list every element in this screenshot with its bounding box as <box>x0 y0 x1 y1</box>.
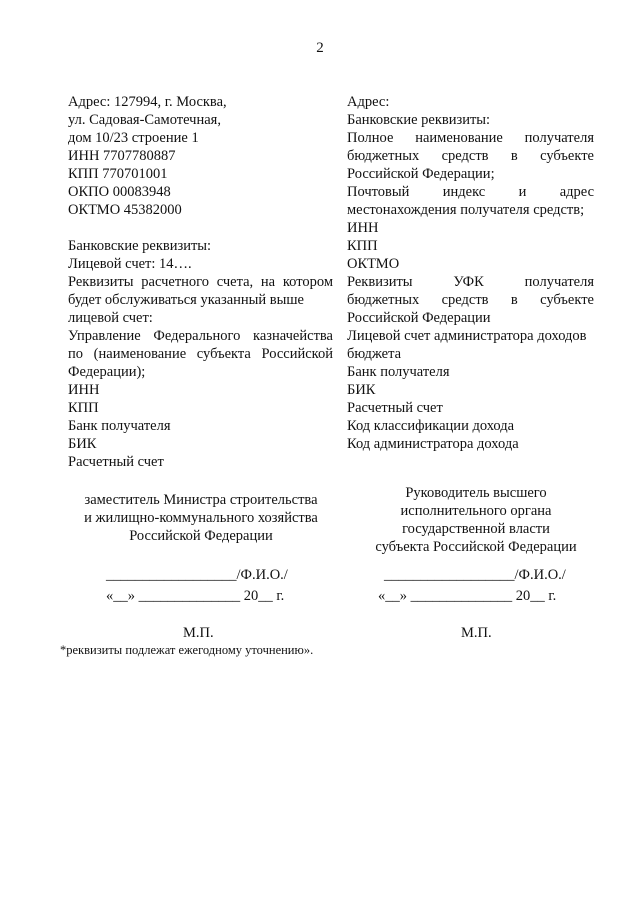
right-line: КПП <box>347 238 378 254</box>
right-line: Полное наименование получателя <box>347 130 594 146</box>
right-line: Лицевой счет администратора доходов <box>347 328 587 344</box>
right-date-line: «__» ______________ 20__ г. <box>378 588 557 604</box>
right-line: бюджетных средств в субъекте <box>347 148 594 164</box>
right-line: ОКТМО <box>347 256 400 272</box>
left-signatory-line: и жилищно-коммунального хозяйства <box>84 510 318 526</box>
left-signatory-line: заместитель Министра строительства <box>84 492 318 508</box>
right-signatory-line: исполнительного органа <box>400 503 552 519</box>
right-line: Банк получателя <box>347 364 450 380</box>
right-line: бюджетных средств в субъекте <box>347 292 594 308</box>
right-line: местонахождения получателя средств; <box>347 202 585 218</box>
right-fio-line: __________________/Ф.И.О./ <box>384 567 566 583</box>
left-account: Лицевой счет: 14…. <box>68 256 192 272</box>
right-signatory-title <box>340 484 612 556</box>
right-line: Реквизиты УФК получателя <box>347 274 594 290</box>
right-signatory-line: государственной власти <box>402 521 550 537</box>
left-bank-line: ИНН <box>68 382 100 398</box>
left-fio-line: __________________/Ф.И.О./ <box>106 567 288 583</box>
right-line: Российской Федерации; <box>347 166 495 182</box>
left-address-line: дом 10/23 строение 1 <box>68 130 199 146</box>
left-inn: ИНН 7707780887 <box>68 148 176 164</box>
right-requisites-column <box>347 93 594 453</box>
left-bank-line: Реквизиты расчетного счета, на котором <box>68 274 333 290</box>
left-bank-heading: Банковские реквизиты: <box>68 238 212 254</box>
right-line: ИНН <box>347 220 379 236</box>
left-address-line: Адрес: 127994, г. Москва, <box>68 94 227 110</box>
left-bank-line: КПП <box>68 400 99 416</box>
right-line: Почтовый индекс и адрес <box>347 184 594 200</box>
right-stamp-place: М.П. <box>461 625 492 641</box>
page-number: 2 <box>316 40 324 56</box>
left-signatory-title <box>60 491 342 545</box>
right-line: Код администратора дохода <box>347 436 519 452</box>
right-line: Адрес: <box>347 94 390 110</box>
left-bank-line: Расчетный счет <box>68 454 164 470</box>
left-okpo: ОКПО 00083948 <box>68 184 171 200</box>
left-bank-line: лицевой счет: <box>68 310 153 326</box>
right-line: БИК <box>347 382 376 398</box>
left-bank-line: БИК <box>68 436 97 452</box>
left-signatory-line: Российской Федерации <box>129 528 273 544</box>
left-bank-line: Федерации); <box>68 364 146 380</box>
right-signatory-line: Руководитель высшего <box>405 485 547 501</box>
right-line: Код классификации дохода <box>347 418 515 434</box>
right-line: Банковские реквизиты: <box>347 112 491 128</box>
left-bank-line: Банк получателя <box>68 418 171 434</box>
right-line: Российской Федерации <box>347 310 491 326</box>
left-bank-line: Управление Федерального казначейства <box>68 328 333 344</box>
left-address-line: ул. Садовая-Самотечная, <box>68 112 221 128</box>
left-stamp-place: М.П. <box>183 625 214 641</box>
left-requisites-column <box>68 93 333 471</box>
left-bank-line: будет обслуживаться указанный выше <box>68 292 304 308</box>
left-date-line: «__» ______________ 20__ г. <box>106 588 285 604</box>
right-line: бюджета <box>347 346 402 362</box>
left-kpp: КПП 770701001 <box>68 166 168 182</box>
right-line: Расчетный счет <box>347 400 443 416</box>
footnote: *реквизиты подлежат ежегодному уточнению». <box>60 643 314 657</box>
left-bank-line: по (наименование субъекта Российской <box>68 346 333 362</box>
left-oktmo: ОКТМО 45382000 <box>68 202 182 218</box>
right-signatory-line: субъекта Российской Федерации <box>375 539 577 555</box>
